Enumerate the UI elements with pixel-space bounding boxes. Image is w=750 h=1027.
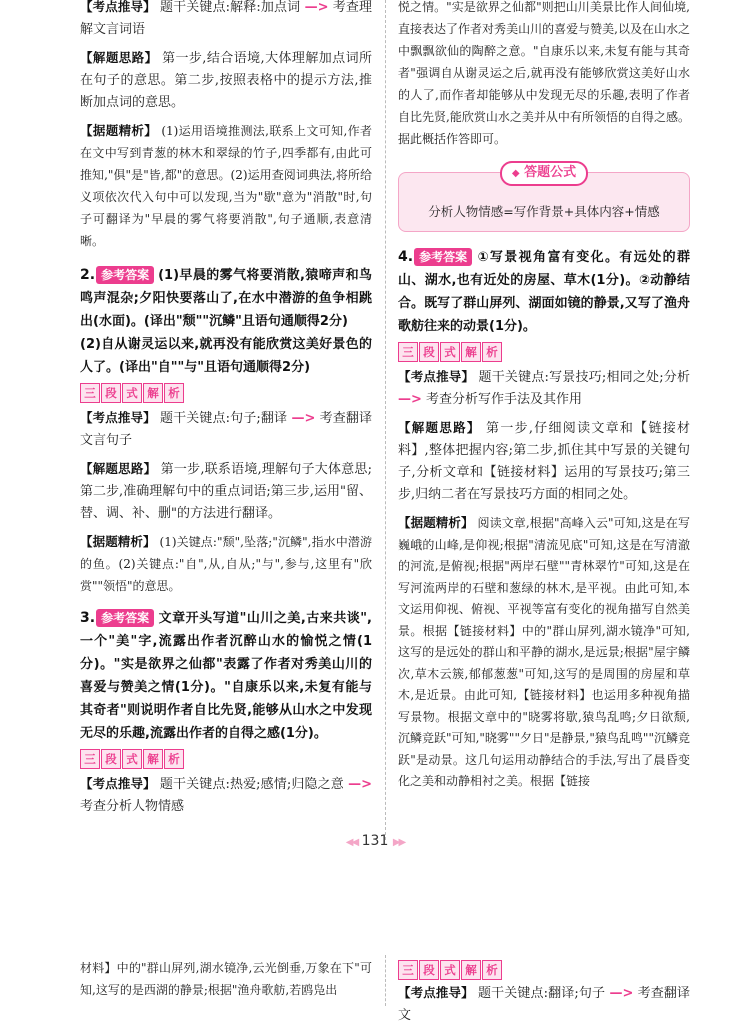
- kaodian-text: 题干关键点:翻译;句子: [478, 986, 606, 1001]
- q2-kaodian: [80, 407, 372, 452]
- jingxi-label: 【据题精析】: [80, 123, 158, 138]
- chevron-left-icon: ◀◀: [345, 837, 358, 848]
- sdsx-char: 式: [122, 749, 142, 769]
- silu-text: 第一步,联系语境,理解句子大体意思;第二步,准确理解句中的重点词语;第三步,运用"留、替、调、补、删"的方法进行翻译。: [80, 462, 372, 521]
- jingxi-text: (1)关键点:"颓",坠落;"沉鳞",指水中潜游的鱼。(2)关键点:"自",从,自从;"与",参与,这里有"欣赏""领悟"的意思。: [80, 535, 372, 593]
- q4-silu: [398, 417, 690, 506]
- sdsx-char: 三: [80, 383, 100, 403]
- sdsx-char: 析: [482, 342, 502, 362]
- q3-jingxi-continued: 悦之情。"实是欲界之仙都"则把山川美景比作人间仙境,直接表达了作者对秀美山川的喜爱与赞美,以及在山水之中飘飘欲仙的陶醉之意。"自康乐以来,未复有能与其奇者"强调自从谢灵运之后,就再没有能够欣赏这美好山水的人了,而作者却能够从中发现无尽的乐趣,表明了作者自比先贤,能欣赏山水之美并从中有所领悟的自得之感。据此概括作答即可。: [398, 0, 690, 146]
- kaodian-label: 【考点推导】: [80, 0, 156, 14]
- right-column: [398, 0, 690, 799]
- column-divider-bottom: [385, 955, 386, 1006]
- sdsx-char: 析: [482, 960, 502, 980]
- kaodian-text: 题干关键点:写景技巧;相同之处;分析: [478, 370, 691, 385]
- three-step-analysis-label: [80, 383, 184, 403]
- arrow-icon: —>: [348, 777, 372, 792]
- formula-title-text: 答题公式: [524, 165, 577, 180]
- arrow-icon: —>: [398, 392, 422, 407]
- question-number: 2.: [80, 267, 96, 283]
- q4-kaodian: [398, 366, 690, 411]
- sdsx-char: 段: [101, 749, 121, 769]
- arrow-icon: —>: [609, 986, 634, 1001]
- kaodian-text: 题干关键点:热爱;感情;归隐之意: [159, 777, 344, 792]
- kaodian-label: 【考点推导】: [398, 985, 474, 1000]
- q2-jingxi: [80, 531, 372, 597]
- q2-answer: [80, 264, 372, 333]
- page-number-text: 131: [361, 833, 389, 849]
- sdsx-char: 式: [440, 960, 460, 980]
- jingxi-text: 阅读文章,根据"高峰入云"可知,这是在写巍峨的山峰,是仰视;根据"清流见底"可知,这是在写清澈的河流,是俯视;根据"两岸石壁""青林翠竹"可知,这是在写河流两岸的石壁和葱绿的林木,是平视。由此可知,本文运用仰视、俯视、平视等富有变化的视角描写自然美景。根据【链接材料】中的"群山屏列,湖水镜净"可知,这写的是远处的群山和平静的湖水,是远景;根据"屋宇鳞次,草木云簇,郁郁葱葱"可知,这写的是周围的房屋和草木,是近景。由此可知,【链接材料】也运用多种视角描写景物。根据文章中的"晓雾将歇,猿鸟乱鸣;夕日欲颓,沉鳞竞跃"可知,"晓雾""夕日"是静景,"猿鸟乱鸣""沉鳞竞跃"是动景。这几句运用动静结合的手法,写出了晨昏变化之美和动静相衬之美。根据【链接: [398, 516, 690, 788]
- sdsx-char: 段: [101, 383, 121, 403]
- sdsx-char: 解: [143, 383, 163, 403]
- q2-silu: [80, 458, 372, 525]
- three-step-analysis-label: [398, 342, 502, 362]
- answer-formula-box: [398, 165, 690, 232]
- sdsx-char: 三: [80, 749, 100, 769]
- q4-answer: [398, 246, 690, 338]
- answer-text: 文章开头写道"山川之美,古来共谈",一个"美"字,流露出作者沉醉山水的愉悦之情(1分)。"实是欲界之仙都"表露了作者对秀美山川的喜爱与赞美之情(1分)。"自康乐以来,未复有能与其奇者"则说明作者自比先贤,能够从山水之中发现无尽的乐趣,流露出作者的自得之感(1分)。: [80, 611, 372, 741]
- q4-jingxi: [398, 512, 690, 793]
- kaodian-label: 【考点推导】: [80, 410, 156, 425]
- jingxi-label: 【据题精析】: [398, 515, 474, 530]
- answer-badge: 参考答案: [96, 609, 154, 627]
- sdsx-char: 段: [419, 342, 439, 362]
- three-step-analysis-label: [80, 749, 184, 769]
- kaodian-after: 考查分析人物情感: [80, 799, 185, 814]
- diamond-icon: ◆: [511, 168, 520, 179]
- answer-text-2: (2)自从谢灵运以来,就再没有能欣赏这美好景色的人了。(译出"自""与"且语句通顺得2分): [80, 337, 372, 375]
- next-page-right: [398, 960, 690, 1027]
- q1-jingxi: [80, 120, 372, 252]
- answer-text: ①写景视角富有变化。有远处的群山、湖水,也有近处的房屋、草木(1分)。②动静结合。既写了群山屏列、湖面如镜的静景,又写了渔舟歌舫往来的动景(1分)。: [398, 250, 690, 334]
- q3-answer: [80, 607, 372, 745]
- sdsx-char: 解: [143, 749, 163, 769]
- sdsx-char: 三: [398, 960, 418, 980]
- kaodian-text: 题干关键点:解释:加点词: [160, 0, 301, 15]
- silu-label: 【解题思路】: [398, 420, 481, 435]
- next-page-kaodian: [398, 982, 690, 1027]
- q1-silu: [80, 47, 372, 114]
- jingxi-label: 【据题精析】: [80, 534, 156, 549]
- answer-badge: 参考答案: [96, 266, 154, 284]
- kaodian-label: 【考点推导】: [398, 369, 475, 384]
- q1-kaodian: [80, 0, 372, 41]
- sdsx-char: 段: [419, 960, 439, 980]
- sdsx-char: 式: [440, 342, 460, 362]
- question-number: 3.: [80, 610, 96, 626]
- sdsx-char: 式: [122, 383, 142, 403]
- answer-badge: 参考答案: [414, 248, 472, 266]
- sdsx-char: 解: [461, 342, 481, 362]
- jingxi-text: (1)运用语境推测法,联系上文可知,作者在文中写到青葱的林木和翠绿的竹子,四季都有,由此可推知,"俱"是"皆,都"的意思。(2)运用查阅词典法,将所给义项依次代入句中可以发现,当为"歇"意为"消散"时,句子可翻译为"早晨的雾气将要消散",句子通顺,表意清晰。: [80, 124, 372, 248]
- kaodian-text: 题干关键点:句子;翻译: [160, 411, 288, 426]
- arrow-icon: —>: [291, 411, 316, 426]
- sdsx-char: 解: [461, 960, 481, 980]
- q3-kaodian: [80, 773, 372, 818]
- answer-text-1: (1)早晨的雾气将要消散,猿啼声和鸟鸣声混杂;夕阳快要落山了,在水中潜游的鱼争相跳出(水面)。(译出"颓""沉鳞"且语句通顺得2分): [80, 268, 372, 329]
- silu-label: 【解题思路】: [80, 50, 158, 65]
- silu-text: 第一步,仔细阅读文章和【链接材料】,整体把握内容;第二步,抓住其中写景的关键句子,分析文章和【链接材料】运用的写景技巧;第三步,归纳二者在写景技巧方面的相同之处。: [398, 421, 690, 502]
- kaodian-after: 考查翻译文: [398, 986, 690, 1023]
- left-column: [80, 0, 372, 824]
- sdsx-char: 析: [164, 383, 184, 403]
- next-page-left-text: 材料】中的"群山屏列,湖水镜净,云光倒垂,万象在下"可知,这写的是西湖的静景;根据"渔舟歌舫,若鸥凫出: [80, 961, 372, 997]
- column-divider: [385, 0, 386, 840]
- chevron-right-icon: ▶▶: [392, 837, 405, 848]
- three-step-analysis-label: [398, 960, 502, 980]
- arrow-icon: —>: [304, 0, 329, 15]
- silu-text: 第一步,结合语境,大体理解加点词所在句子的意思。第二步,按照表格中的提示方法,推断加点词的意思。: [80, 51, 372, 110]
- page-number: [0, 833, 750, 849]
- kaodian-after: 考查理解文言词语: [80, 0, 372, 37]
- silu-label: 【解题思路】: [80, 461, 157, 476]
- kaodian-label: 【考点推导】: [80, 776, 156, 791]
- next-page-left: [80, 957, 372, 1001]
- formula-title: [500, 161, 588, 186]
- formula-text: 分析人物情感=写作背景+具体内容+情感: [428, 204, 660, 219]
- sdsx-char: 析: [164, 749, 184, 769]
- kaodian-after: 考查分析写作手法及其作用: [426, 392, 583, 407]
- kaodian-after: 考查翻译文言句子: [80, 411, 372, 448]
- question-number: 4.: [398, 249, 414, 265]
- sdsx-char: 三: [398, 342, 418, 362]
